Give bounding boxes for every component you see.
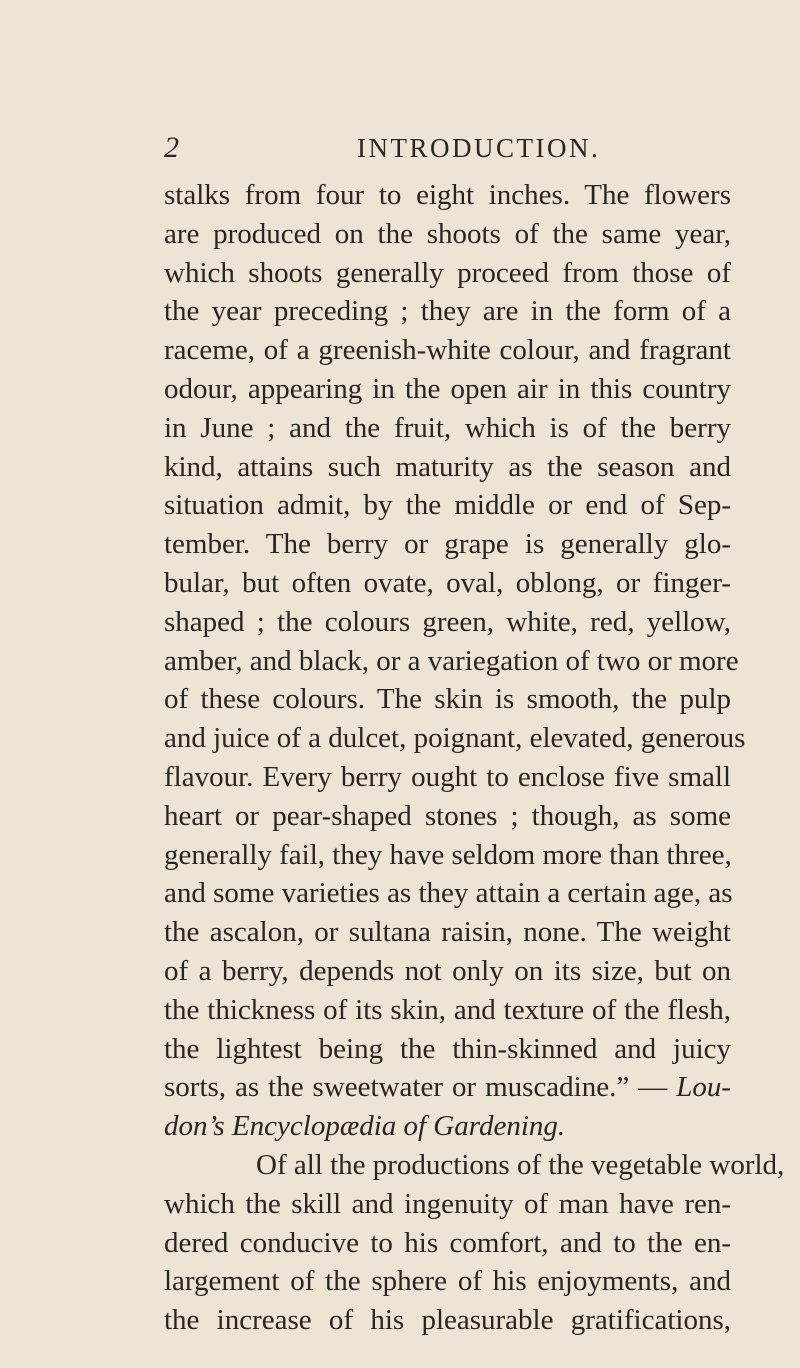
paragraph-start-line: Of all the productions of the vegetable world, (256, 1148, 785, 1181)
text-line: raceme, of a greenish-white colour, and fragrant (164, 334, 731, 367)
text-line: odour, appearing in the open air in this country (164, 372, 731, 405)
text-line: the ascalon, or sultana raisin, none. The weight (164, 916, 731, 949)
page-number: 2 (164, 131, 179, 164)
text-line: the lightest being the thin-skinned and juicy (164, 1032, 731, 1065)
text-line: the thickness of its skin, and texture of the flesh, (164, 993, 731, 1026)
text-line: shaped ; the colours green, white, red, yellow, (164, 605, 731, 638)
text-line: heart or pear-shaped stones ; though, as some (164, 799, 731, 832)
citation-line (164, 1107, 731, 1146)
text-line: of a berry, depends not only on its size, but on (164, 954, 731, 987)
text-line: which the skill and ingenuity of man have ren- (164, 1187, 731, 1220)
citation-line (164, 1068, 731, 1107)
text-line: kind, attains such maturity as the season and (164, 450, 731, 483)
text-line: bular, but often ovate, oval, oblong, or finger- (164, 566, 731, 599)
text-line: which shoots generally proceed from those of (164, 256, 731, 289)
text-line: situation admit, by the middle or end of Sep- (164, 489, 731, 522)
citation-author-end: don’s (164, 1110, 225, 1143)
text-line: and some varieties as they attain a certain age, as (164, 877, 733, 910)
text-line: the increase of his pleasurable gratifications, (164, 1304, 731, 1337)
page-header (0, 128, 800, 168)
text-line: generally fail, they have seldom more than three, (164, 838, 732, 871)
citation-work-title: Encyclopædia of Gardening. (231, 1110, 566, 1143)
text-line: largement of the sphere of his enjoyments, and (164, 1265, 731, 1298)
text-line: are produced on the shoots of the same year, (164, 217, 731, 250)
text-line: amber, and black, or a variegation of two or more (164, 644, 739, 677)
text-line: dered conducive to his comfort, and to the en- (164, 1226, 731, 1259)
quote-end-text: sorts, as the sweetwater or muscadine.” — (164, 1071, 677, 1104)
running-head: INTRODUCTION. (357, 133, 601, 163)
text-line: tember. The berry or grape is generally glo- (164, 528, 731, 561)
text-line: stalks from four to eight inches. The flowers (164, 179, 731, 211)
body-text (164, 176, 785, 1340)
text-line: flavour. Every berry ought to enclose five small (164, 760, 731, 793)
text-line: of these colours. The skin is smooth, the pulp (164, 683, 731, 716)
citation-author-part: Lou- (676, 1071, 731, 1104)
text-line: in June ; and the fruit, which is of the berry (164, 411, 731, 444)
text-line: the year preceding ; they are in the form of a (164, 295, 731, 328)
text-line: and juice of a dulcet, poignant, elevated, generous (164, 722, 746, 755)
